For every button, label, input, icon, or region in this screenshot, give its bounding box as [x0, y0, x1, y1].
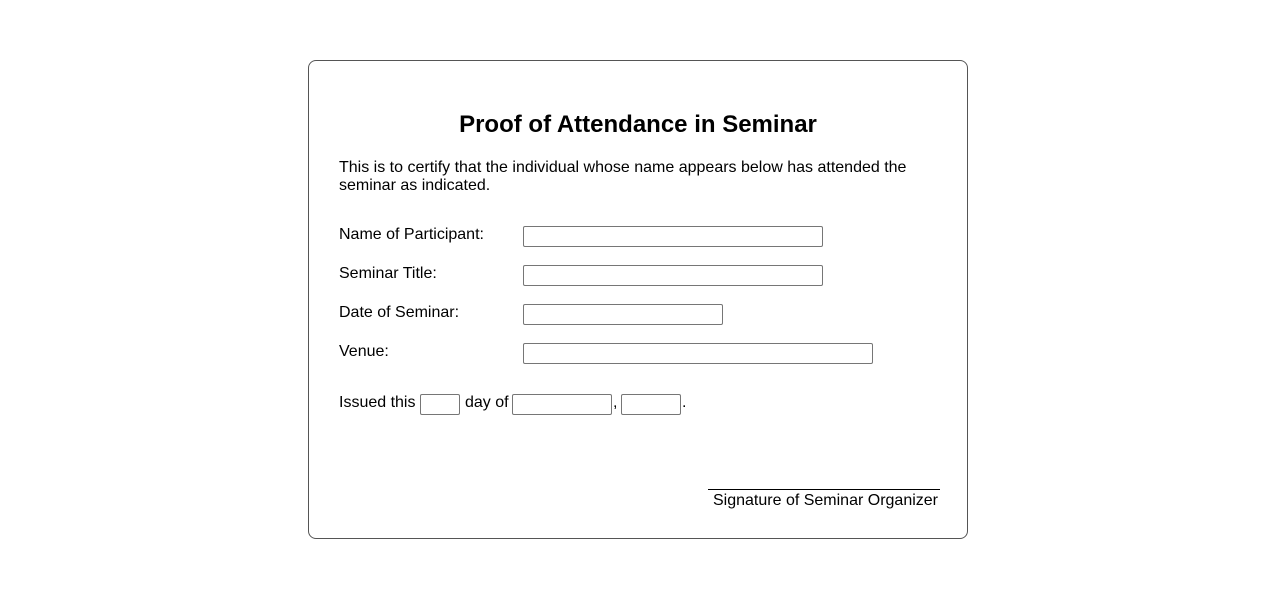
page-title: Proof of Attendance in Seminar — [459, 111, 817, 138]
issued-period: . — [682, 394, 687, 411]
venue-input[interactable] — [523, 343, 873, 364]
intro-text: This is to certify that the individual whose name appears below has attended the seminar as indicated. — [339, 159, 907, 194]
participant-name-label: Name of Participant: — [339, 226, 484, 243]
issued-year-input[interactable] — [621, 394, 681, 415]
participant-name-input[interactable] — [523, 226, 823, 247]
seminar-title-input[interactable] — [523, 265, 823, 286]
seminar-date-input[interactable] — [523, 304, 723, 325]
issued-comma: , — [613, 394, 618, 411]
issued-prefix: Issued this — [339, 394, 416, 411]
issued-middle: day of — [465, 394, 509, 411]
issued-day-input[interactable] — [420, 394, 460, 415]
issued-month-input[interactable] — [512, 394, 612, 415]
certificate-card — [308, 60, 968, 539]
seminar-date-label: Date of Seminar: — [339, 304, 460, 321]
signature-label: Signature of Seminar Organizer — [713, 492, 938, 509]
venue-label: Venue: — [339, 343, 389, 360]
seminar-title-label: Seminar Title: — [339, 265, 437, 282]
signature-line — [708, 489, 940, 490]
